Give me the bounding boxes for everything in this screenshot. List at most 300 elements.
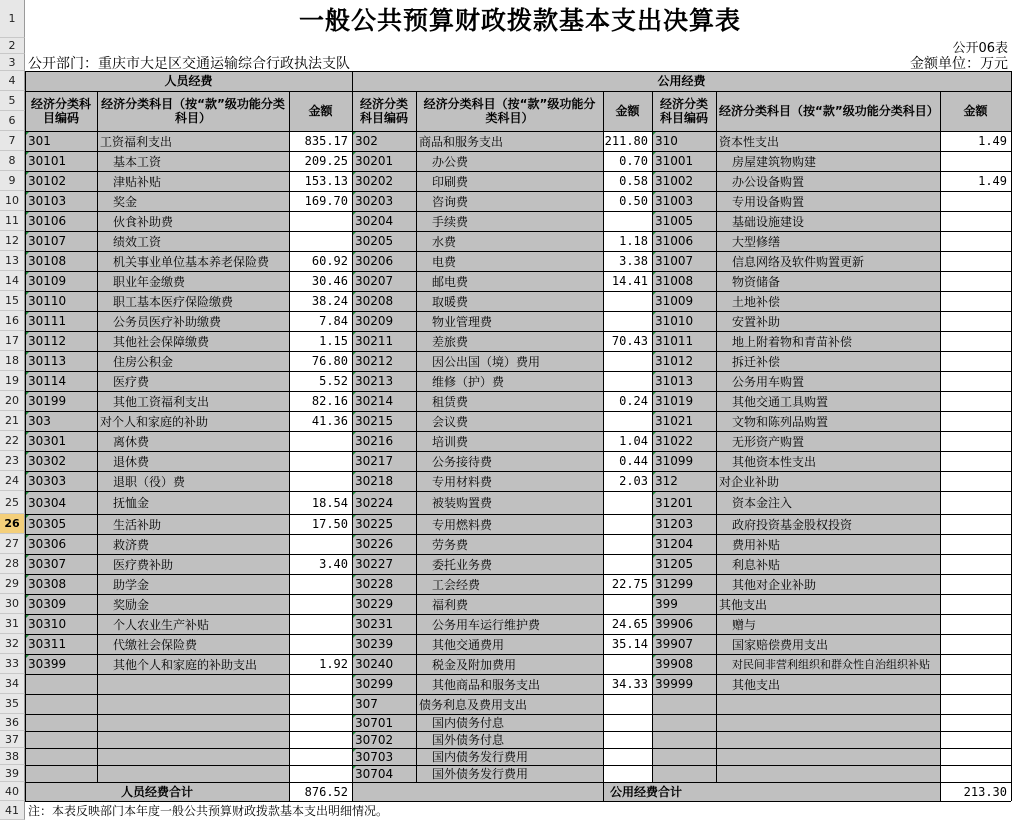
code-cell[interactable]: 30112 bbox=[25, 331, 97, 351]
code-cell[interactable] bbox=[25, 674, 97, 694]
item-name-cell[interactable]: 专用材料费 bbox=[432, 474, 493, 489]
amount-cell[interactable] bbox=[603, 491, 652, 514]
item-name-cell[interactable]: 医疗费补助 bbox=[113, 557, 174, 572]
amount-cell[interactable] bbox=[940, 554, 1011, 574]
item-name-cell[interactable]: 咨询费 bbox=[432, 194, 469, 209]
code-cell[interactable]: 30212 bbox=[352, 351, 416, 371]
code-cell[interactable]: 30224 bbox=[352, 491, 416, 514]
amount-cell[interactable]: 169.70 bbox=[304, 194, 348, 208]
row-header[interactable]: 24 bbox=[0, 471, 25, 491]
code-cell[interactable]: 31009 bbox=[652, 291, 716, 311]
item-name-cell[interactable]: 水费 bbox=[432, 234, 457, 249]
amount-cell[interactable]: 38.24 bbox=[311, 294, 348, 308]
code-cell[interactable]: 30202 bbox=[352, 171, 416, 191]
item-name-cell[interactable]: 会议费 bbox=[432, 414, 469, 429]
row-header[interactable]: 5 bbox=[0, 91, 25, 111]
item-name-cell[interactable] bbox=[97, 714, 289, 731]
item-name-cell[interactable]: 拆迁补偿 bbox=[732, 354, 781, 369]
code-cell[interactable]: 31003 bbox=[652, 191, 716, 211]
code-cell[interactable]: 30226 bbox=[352, 534, 416, 554]
code-cell[interactable]: 39908 bbox=[652, 654, 716, 674]
item-name-cell[interactable]: 抚恤金 bbox=[113, 496, 150, 510]
row-header[interactable]: 17 bbox=[0, 331, 25, 351]
amount-cell[interactable]: 82.16 bbox=[311, 394, 348, 408]
code-cell[interactable]: 30310 bbox=[25, 614, 97, 634]
item-name-cell[interactable]: 对企业补助 bbox=[719, 474, 780, 489]
code-cell[interactable]: 30111 bbox=[25, 311, 97, 331]
code-cell[interactable]: 30307 bbox=[25, 554, 97, 574]
code-cell[interactable]: 30216 bbox=[352, 431, 416, 451]
item-name-cell[interactable]: 专用设备购置 bbox=[732, 194, 805, 209]
code-cell[interactable]: 31205 bbox=[652, 554, 716, 574]
item-name-cell[interactable]: 工会经费 bbox=[432, 577, 481, 592]
code-cell[interactable]: 31299 bbox=[652, 574, 716, 594]
amount-cell[interactable] bbox=[940, 291, 1011, 311]
row-header[interactable]: 14 bbox=[0, 271, 25, 291]
code-cell[interactable]: 30218 bbox=[352, 471, 416, 491]
amount-cell[interactable]: 1.04 bbox=[619, 434, 648, 448]
code-cell[interactable]: 30213 bbox=[352, 371, 416, 391]
amount-cell[interactable] bbox=[603, 765, 652, 782]
amount-cell[interactable] bbox=[940, 451, 1011, 471]
item-name-cell[interactable]: 工资福利支出 bbox=[100, 134, 173, 149]
amount-cell[interactable] bbox=[940, 574, 1011, 594]
item-name-cell[interactable]: 福利费 bbox=[432, 597, 469, 612]
amount-cell[interactable]: 35.14 bbox=[611, 637, 648, 651]
code-cell[interactable] bbox=[25, 714, 97, 731]
item-name-cell[interactable]: 公务接待费 bbox=[432, 454, 493, 469]
code-cell[interactable]: 30704 bbox=[352, 765, 416, 782]
row-header[interactable]: 3 bbox=[0, 54, 25, 71]
row-header[interactable]: 2 bbox=[0, 38, 25, 54]
code-cell[interactable]: 30102 bbox=[25, 171, 97, 191]
item-name-cell[interactable]: 伙食补助费 bbox=[113, 214, 174, 229]
item-name-cell[interactable]: 土地补偿 bbox=[732, 294, 781, 309]
code-cell[interactable]: 30702 bbox=[352, 731, 416, 748]
item-name-cell[interactable]: 税金及附加费用 bbox=[432, 657, 517, 672]
code-cell[interactable]: 30101 bbox=[25, 151, 97, 171]
item-name-cell[interactable]: 房屋建筑物购建 bbox=[732, 154, 817, 169]
code-cell[interactable]: 39906 bbox=[652, 614, 716, 634]
code-cell[interactable]: 307 bbox=[352, 694, 416, 714]
amount-cell[interactable] bbox=[940, 694, 1011, 714]
item-name-cell[interactable] bbox=[97, 694, 289, 714]
item-name-cell[interactable]: 维修（护）费 bbox=[432, 374, 505, 389]
item-name-cell[interactable]: 租赁费 bbox=[432, 394, 469, 409]
amount-cell[interactable] bbox=[940, 331, 1011, 351]
amount-cell[interactable] bbox=[603, 291, 652, 311]
item-name-cell[interactable]: 对个人和家庭的补助 bbox=[100, 414, 209, 429]
code-cell[interactable]: 31201 bbox=[652, 491, 716, 514]
code-cell[interactable]: 30305 bbox=[25, 514, 97, 534]
item-name-cell[interactable]: 大型修缮 bbox=[732, 234, 781, 249]
amount-cell[interactable]: 1.49 bbox=[978, 134, 1007, 148]
code-cell[interactable]: 39999 bbox=[652, 674, 716, 694]
code-cell[interactable] bbox=[25, 694, 97, 714]
row-header[interactable]: 23 bbox=[0, 451, 25, 471]
amount-cell[interactable] bbox=[289, 674, 352, 694]
item-name-cell[interactable]: 劳务费 bbox=[432, 537, 469, 552]
item-name-cell[interactable]: 培训费 bbox=[432, 434, 469, 449]
code-cell[interactable]: 302 bbox=[352, 131, 416, 151]
amount-cell[interactable] bbox=[289, 534, 352, 554]
amount-cell[interactable] bbox=[940, 471, 1011, 491]
item-name-cell[interactable]: 办公费 bbox=[432, 154, 469, 169]
item-name-cell[interactable]: 费用补贴 bbox=[732, 537, 781, 552]
row-header[interactable]: 34 bbox=[0, 674, 25, 694]
item-name-cell[interactable]: 其他对企业补助 bbox=[732, 577, 817, 592]
code-cell[interactable]: 30107 bbox=[25, 231, 97, 251]
amount-cell[interactable]: 835.17 bbox=[304, 134, 348, 148]
item-name-cell[interactable]: 国内债务发行费用 bbox=[432, 750, 529, 764]
code-cell[interactable]: 30207 bbox=[352, 271, 416, 291]
item-name-cell[interactable]: 印刷费 bbox=[432, 174, 469, 189]
code-cell[interactable]: 31099 bbox=[652, 451, 716, 471]
code-cell[interactable]: 39907 bbox=[652, 634, 716, 654]
item-name-cell[interactable] bbox=[716, 694, 940, 714]
item-name-cell[interactable]: 物业管理费 bbox=[432, 314, 493, 329]
code-cell[interactable]: 30206 bbox=[352, 251, 416, 271]
item-name-cell[interactable]: 资本金注入 bbox=[732, 496, 793, 510]
code-cell[interactable] bbox=[652, 714, 716, 731]
personnel-total-value[interactable]: 876.52 bbox=[304, 784, 348, 799]
code-cell[interactable]: 30227 bbox=[352, 554, 416, 574]
code-cell[interactable]: 30208 bbox=[352, 291, 416, 311]
code-cell[interactable]: 30113 bbox=[25, 351, 97, 371]
amount-cell[interactable] bbox=[603, 351, 652, 371]
item-name-cell[interactable]: 文物和陈列品购置 bbox=[732, 414, 829, 429]
row-header[interactable]: 41 bbox=[0, 801, 25, 820]
item-name-cell[interactable]: 其他社会保障缴费 bbox=[113, 334, 210, 349]
item-name-cell[interactable]: 其他交通费用 bbox=[432, 637, 505, 652]
amount-cell[interactable] bbox=[603, 371, 652, 391]
amount-cell[interactable] bbox=[289, 471, 352, 491]
row-header[interactable]: 15 bbox=[0, 291, 25, 311]
item-name-cell[interactable]: 助学金 bbox=[113, 577, 150, 592]
item-name-cell[interactable]: 其他交通工具购置 bbox=[732, 394, 829, 409]
item-name-cell[interactable]: 被装购置费 bbox=[432, 496, 493, 510]
item-name-cell[interactable]: 退职（役）费 bbox=[113, 474, 186, 489]
row-header[interactable]: 13 bbox=[0, 251, 25, 271]
amount-cell[interactable] bbox=[603, 534, 652, 554]
item-name-cell[interactable]: 国内债务付息 bbox=[432, 716, 505, 730]
item-name-cell[interactable]: 其他工资福利支出 bbox=[113, 394, 210, 409]
amount-cell[interactable] bbox=[603, 731, 652, 748]
code-cell[interactable]: 31008 bbox=[652, 271, 716, 291]
code-cell[interactable]: 30199 bbox=[25, 391, 97, 411]
item-name-cell[interactable]: 债务利息及费用支出 bbox=[419, 697, 528, 712]
amount-cell[interactable] bbox=[940, 654, 1011, 674]
amount-cell[interactable]: 3.38 bbox=[619, 254, 648, 268]
row-header[interactable]: 36 bbox=[0, 714, 25, 731]
amount-cell[interactable] bbox=[940, 371, 1011, 391]
item-name-cell[interactable]: 公务用车运行维护费 bbox=[432, 617, 541, 632]
item-name-cell[interactable]: 邮电费 bbox=[432, 274, 469, 289]
item-name-cell[interactable]: 机关事业单位基本养老保险费 bbox=[113, 254, 270, 269]
amount-cell[interactable] bbox=[289, 574, 352, 594]
amount-cell[interactable] bbox=[289, 231, 352, 251]
amount-cell[interactable]: 60.92 bbox=[311, 254, 348, 268]
amount-cell[interactable]: 1.49 bbox=[978, 174, 1007, 188]
amount-cell[interactable]: 0.24 bbox=[619, 394, 648, 408]
code-cell[interactable]: 31012 bbox=[652, 351, 716, 371]
amount-cell[interactable] bbox=[603, 554, 652, 574]
amount-cell[interactable] bbox=[289, 748, 352, 765]
item-name-cell[interactable]: 救济费 bbox=[113, 537, 150, 552]
amount-cell[interactable] bbox=[289, 731, 352, 748]
amount-cell[interactable] bbox=[289, 634, 352, 654]
item-name-cell[interactable]: 其他支出 bbox=[732, 677, 781, 692]
code-cell[interactable]: 30203 bbox=[352, 191, 416, 211]
code-cell[interactable] bbox=[25, 765, 97, 782]
item-name-cell[interactable]: 公务员医疗补助缴费 bbox=[113, 314, 222, 329]
amount-cell[interactable] bbox=[289, 594, 352, 614]
item-name-cell[interactable] bbox=[97, 765, 289, 782]
amount-cell[interactable] bbox=[603, 411, 652, 431]
amount-cell[interactable] bbox=[940, 614, 1011, 634]
code-cell[interactable]: 31013 bbox=[652, 371, 716, 391]
amount-cell[interactable] bbox=[940, 231, 1011, 251]
code-cell[interactable]: 30308 bbox=[25, 574, 97, 594]
item-name-cell[interactable] bbox=[97, 674, 289, 694]
row-header[interactable]: 37 bbox=[0, 731, 25, 748]
code-cell[interactable]: 30701 bbox=[352, 714, 416, 731]
code-cell[interactable]: 30214 bbox=[352, 391, 416, 411]
row-header[interactable]: 31 bbox=[0, 614, 25, 634]
item-name-cell[interactable]: 职工基本医疗保险缴费 bbox=[113, 294, 234, 309]
amount-cell[interactable]: 18.54 bbox=[311, 495, 348, 510]
amount-cell[interactable] bbox=[289, 211, 352, 231]
item-name-cell[interactable]: 公务用车购置 bbox=[732, 374, 805, 389]
code-cell[interactable]: 30229 bbox=[352, 594, 416, 614]
public-total-value[interactable]: 213.30 bbox=[963, 784, 1007, 799]
amount-cell[interactable] bbox=[603, 748, 652, 765]
amount-cell[interactable]: 1.92 bbox=[319, 657, 348, 671]
amount-cell[interactable]: 7.84 bbox=[319, 314, 348, 328]
item-name-cell[interactable]: 差旅费 bbox=[432, 334, 469, 349]
item-name-cell[interactable]: 奖金 bbox=[113, 194, 138, 209]
row-header[interactable]: 6 bbox=[0, 111, 25, 131]
row-header[interactable]: 9 bbox=[0, 171, 25, 191]
item-name-cell[interactable] bbox=[716, 731, 940, 748]
code-cell[interactable]: 31005 bbox=[652, 211, 716, 231]
code-cell[interactable]: 30215 bbox=[352, 411, 416, 431]
code-cell[interactable]: 30103 bbox=[25, 191, 97, 211]
amount-cell[interactable] bbox=[940, 491, 1011, 514]
code-cell[interactable] bbox=[652, 765, 716, 782]
amount-cell[interactable] bbox=[940, 211, 1011, 231]
row-header[interactable]: 32 bbox=[0, 634, 25, 654]
item-name-cell[interactable]: 基础设施建设 bbox=[732, 214, 805, 229]
item-name-cell[interactable]: 住房公积金 bbox=[113, 354, 174, 369]
item-name-cell[interactable]: 代缴社会保险费 bbox=[113, 637, 198, 652]
amount-cell[interactable]: 1.15 bbox=[319, 334, 348, 348]
code-cell[interactable]: 30299 bbox=[352, 674, 416, 694]
item-name-cell[interactable]: 对民间非营利组织和群众性自治组织补贴 bbox=[732, 658, 930, 671]
code-cell[interactable]: 30309 bbox=[25, 594, 97, 614]
code-cell[interactable]: 31019 bbox=[652, 391, 716, 411]
amount-cell[interactable]: 0.58 bbox=[619, 174, 648, 188]
amount-cell[interactable] bbox=[940, 634, 1011, 654]
row-header[interactable]: 16 bbox=[0, 311, 25, 331]
amount-cell[interactable] bbox=[289, 714, 352, 731]
amount-cell[interactable]: 0.50 bbox=[619, 194, 648, 208]
amount-cell[interactable]: 70.43 bbox=[611, 334, 648, 348]
amount-cell[interactable] bbox=[289, 694, 352, 714]
item-name-cell[interactable]: 电费 bbox=[432, 254, 457, 269]
item-name-cell[interactable]: 基本工资 bbox=[113, 154, 162, 169]
row-header[interactable]: 40 bbox=[0, 782, 25, 801]
item-name-cell[interactable]: 其他支出 bbox=[719, 597, 768, 612]
code-cell[interactable]: 301 bbox=[25, 131, 97, 151]
item-name-cell[interactable]: 政府投资基金股权投资 bbox=[732, 517, 853, 532]
item-name-cell[interactable]: 个人农业生产补贴 bbox=[113, 617, 210, 632]
item-name-cell[interactable]: 赠与 bbox=[732, 617, 757, 632]
amount-cell[interactable]: 34.33 bbox=[611, 677, 648, 691]
code-cell[interactable] bbox=[25, 731, 97, 748]
code-cell[interactable]: 30304 bbox=[25, 491, 97, 514]
item-name-cell[interactable]: 国外债务付息 bbox=[432, 733, 505, 747]
row-header[interactable]: 30 bbox=[0, 594, 25, 614]
code-cell[interactable] bbox=[652, 748, 716, 765]
row-header[interactable]: 39 bbox=[0, 765, 25, 782]
item-name-cell[interactable] bbox=[716, 748, 940, 765]
item-name-cell[interactable] bbox=[716, 714, 940, 731]
code-cell[interactable]: 30303 bbox=[25, 471, 97, 491]
code-cell[interactable]: 30399 bbox=[25, 654, 97, 674]
amount-cell[interactable]: 17.50 bbox=[311, 517, 348, 531]
row-header[interactable]: 38 bbox=[0, 748, 25, 765]
amount-cell[interactable]: 30.46 bbox=[311, 274, 348, 288]
item-name-cell[interactable]: 职业年金缴费 bbox=[113, 274, 186, 289]
code-cell[interactable]: 31203 bbox=[652, 514, 716, 534]
amount-cell[interactable] bbox=[940, 514, 1011, 534]
item-name-cell[interactable]: 其他商品和服务支出 bbox=[432, 677, 541, 692]
row-header[interactable]: 35 bbox=[0, 694, 25, 714]
row-header[interactable]: 21 bbox=[0, 411, 25, 431]
item-name-cell[interactable]: 其他资本性支出 bbox=[732, 454, 817, 469]
code-cell[interactable]: 30108 bbox=[25, 251, 97, 271]
code-cell[interactable]: 30228 bbox=[352, 574, 416, 594]
item-name-cell[interactable]: 国外债务发行费用 bbox=[432, 767, 529, 781]
amount-cell[interactable] bbox=[940, 191, 1011, 211]
code-cell[interactable]: 30302 bbox=[25, 451, 97, 471]
item-name-cell[interactable]: 办公设备购置 bbox=[732, 174, 805, 189]
row-header[interactable]: 26 bbox=[0, 514, 25, 534]
amount-cell[interactable] bbox=[940, 594, 1011, 614]
row-header[interactable]: 18 bbox=[0, 351, 25, 371]
code-cell[interactable] bbox=[652, 731, 716, 748]
item-name-cell[interactable]: 退休费 bbox=[113, 454, 150, 469]
row-header[interactable]: 11 bbox=[0, 211, 25, 231]
code-cell[interactable]: 31001 bbox=[652, 151, 716, 171]
code-cell[interactable]: 30211 bbox=[352, 331, 416, 351]
code-cell[interactable]: 31006 bbox=[652, 231, 716, 251]
item-name-cell[interactable]: 医疗费 bbox=[113, 374, 150, 389]
row-header[interactable]: 12 bbox=[0, 231, 25, 251]
code-cell[interactable]: 31007 bbox=[652, 251, 716, 271]
amount-cell[interactable]: 14.41 bbox=[611, 274, 648, 288]
code-cell[interactable]: 30110 bbox=[25, 291, 97, 311]
item-name-cell[interactable]: 信息网络及软件购置更新 bbox=[732, 254, 865, 269]
item-name-cell[interactable]: 绩效工资 bbox=[113, 234, 162, 249]
code-cell[interactable]: 31022 bbox=[652, 431, 716, 451]
item-name-cell[interactable]: 国家赔偿费用支出 bbox=[732, 637, 829, 652]
code-cell[interactable]: 30231 bbox=[352, 614, 416, 634]
item-name-cell[interactable]: 专用燃料费 bbox=[432, 517, 493, 532]
code-cell[interactable]: 30239 bbox=[352, 634, 416, 654]
amount-cell[interactable] bbox=[940, 391, 1011, 411]
code-cell[interactable]: 31011 bbox=[652, 331, 716, 351]
code-cell[interactable]: 30209 bbox=[352, 311, 416, 331]
amount-cell[interactable] bbox=[940, 765, 1011, 782]
amount-cell[interactable] bbox=[940, 351, 1011, 371]
code-cell[interactable] bbox=[25, 748, 97, 765]
amount-cell[interactable] bbox=[940, 534, 1011, 554]
item-name-cell[interactable]: 商品和服务支出 bbox=[419, 134, 504, 149]
item-name-cell[interactable]: 奖励金 bbox=[113, 597, 150, 612]
amount-cell[interactable]: 0.70 bbox=[619, 154, 648, 168]
amount-cell[interactable] bbox=[289, 431, 352, 451]
amount-cell[interactable] bbox=[940, 271, 1011, 291]
item-name-cell[interactable]: 无形资产购置 bbox=[732, 434, 805, 449]
amount-cell[interactable]: 0.44 bbox=[619, 454, 648, 468]
code-cell[interactable]: 30204 bbox=[352, 211, 416, 231]
amount-cell[interactable] bbox=[603, 514, 652, 534]
code-cell[interactable]: 30201 bbox=[352, 151, 416, 171]
row-header[interactable]: 22 bbox=[0, 431, 25, 451]
code-cell[interactable]: 30114 bbox=[25, 371, 97, 391]
amount-cell[interactable]: 5.52 bbox=[319, 374, 348, 388]
code-cell[interactable]: 30205 bbox=[352, 231, 416, 251]
amount-cell[interactable] bbox=[289, 451, 352, 471]
amount-cell[interactable] bbox=[940, 748, 1011, 765]
item-name-cell[interactable]: 离休费 bbox=[113, 434, 150, 449]
amount-cell[interactable]: 24.65 bbox=[611, 617, 648, 631]
code-cell[interactable]: 30703 bbox=[352, 748, 416, 765]
row-header[interactable]: 20 bbox=[0, 391, 25, 411]
amount-cell[interactable] bbox=[940, 431, 1011, 451]
amount-cell[interactable] bbox=[289, 614, 352, 634]
amount-cell[interactable]: 209.25 bbox=[304, 154, 348, 168]
row-header[interactable]: 19 bbox=[0, 371, 25, 391]
item-name-cell[interactable]: 物资储备 bbox=[732, 274, 781, 289]
code-cell[interactable]: 31010 bbox=[652, 311, 716, 331]
code-cell[interactable]: 30225 bbox=[352, 514, 416, 534]
code-cell[interactable]: 30240 bbox=[352, 654, 416, 674]
amount-cell[interactable] bbox=[940, 731, 1011, 748]
row-header[interactable]: 28 bbox=[0, 554, 25, 574]
code-cell[interactable]: 31002 bbox=[652, 171, 716, 191]
code-cell[interactable]: 310 bbox=[652, 131, 716, 151]
item-name-cell[interactable]: 因公出国（境）费用 bbox=[432, 354, 541, 369]
item-name-cell[interactable]: 委托业务费 bbox=[432, 557, 493, 572]
item-name-cell[interactable]: 资本性支出 bbox=[719, 134, 780, 149]
amount-cell[interactable] bbox=[940, 311, 1011, 331]
amount-cell[interactable] bbox=[940, 151, 1011, 171]
code-cell[interactable]: 30311 bbox=[25, 634, 97, 654]
amount-cell[interactable]: 3.40 bbox=[319, 557, 348, 571]
amount-cell[interactable] bbox=[603, 311, 652, 331]
code-cell[interactable]: 30217 bbox=[352, 451, 416, 471]
item-name-cell[interactable]: 津贴补贴 bbox=[113, 174, 162, 189]
row-header[interactable]: 8 bbox=[0, 151, 25, 171]
row-header[interactable]: 10 bbox=[0, 191, 25, 211]
amount-cell[interactable] bbox=[603, 714, 652, 731]
item-name-cell[interactable]: 取暖费 bbox=[432, 294, 469, 309]
amount-cell[interactable]: 211.80 bbox=[604, 134, 648, 148]
code-cell[interactable]: 30306 bbox=[25, 534, 97, 554]
